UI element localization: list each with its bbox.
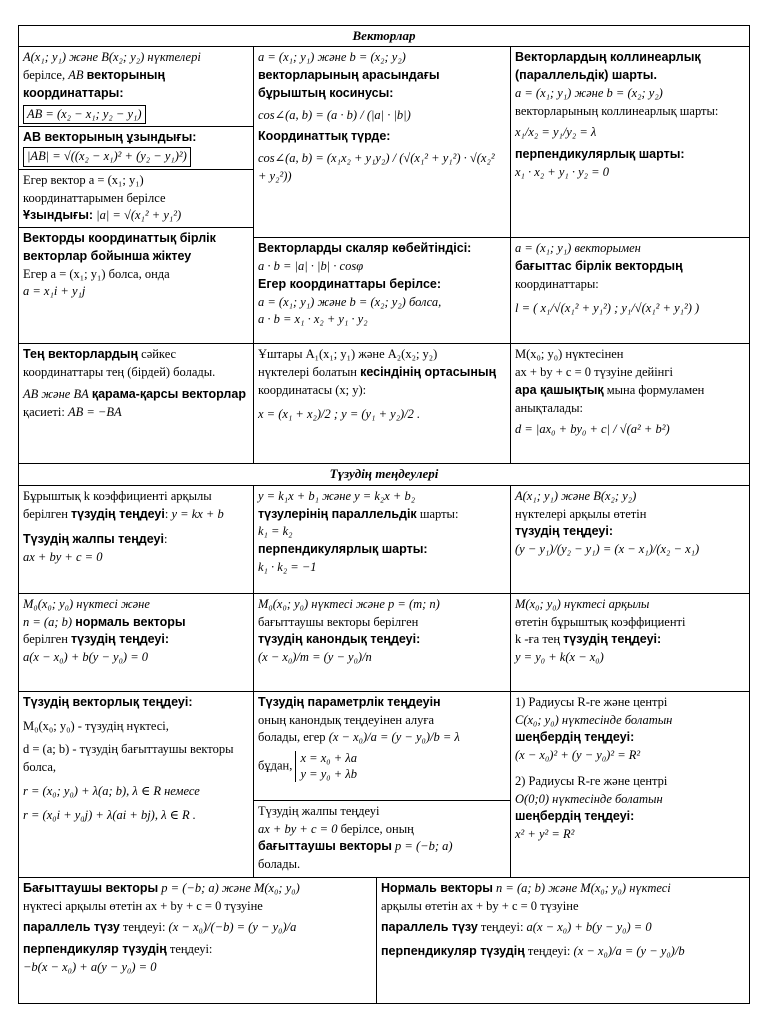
circle-heading1: шеңбердің теңдеуі: — [515, 730, 635, 745]
equal-heading: Тең векторлардың — [23, 347, 139, 362]
perp-formula: x₁ · x₂ + y₁ · y₂ = 0 — [515, 164, 609, 179]
cell-vector-line — [19, 691, 254, 877]
param-gen-text: берілсе, оның — [340, 821, 414, 836]
midpoint-text1: Ұштары A₁(x₁; y₁) және A₂(x₂; y₂) — [258, 347, 438, 362]
normal-given: M₀(x₀; y₀) нүктесі және — [23, 596, 150, 611]
param-dir-formula: p = (−b; a) — [395, 839, 453, 854]
norm-vec-par-text: теңдеуі: — [480, 920, 524, 935]
slope-heading: түзудің теңдеуі — [71, 506, 165, 521]
dir-vec-par-heading: параллель түзу — [23, 920, 120, 935]
opp-formula: AB және BA — [23, 386, 89, 401]
equal-text: сәйкес координаттары тең (бірдей) болады. — [23, 347, 216, 380]
point-slope-given: M(x₀; y₀) нүктесі арқылы — [515, 596, 650, 611]
point-slope-heading: түзудің теңдеуі: — [563, 632, 662, 647]
param-dir-text: болады. — [258, 857, 301, 872]
angle-coord-heading: Координаттық түрде: — [258, 129, 391, 144]
cell-canonical-line — [254, 593, 511, 691]
normal-formula: a(x − x₀) + b(y − y₀) = 0 — [23, 650, 149, 665]
midpoint-text2: нүктелері болатын — [258, 365, 357, 380]
norm-vec-perp-heading: перпендикуляр түзудің — [381, 944, 525, 959]
unit-given: a = (x₁; y₁) векторымен — [515, 241, 641, 256]
lines-perp-heading: перпендикулярлық шарты: — [258, 542, 428, 557]
param-text3: бұдан, — [258, 758, 293, 773]
slope-text1: Бұрыштық k коэффициенті арқылы берілген — [23, 488, 212, 521]
circle-text1: 1) Радиусы R-ге және центрі — [515, 694, 668, 709]
canonical-text: бағыттаушы векторы берілген — [258, 614, 419, 629]
midpoint-text3: координатасы (x; y): — [258, 382, 367, 397]
norm-vec-perp-formula: (x − x₀)/a = (y − y₀)/b — [573, 944, 685, 959]
cell-parallel-lines — [254, 485, 511, 593]
norm-vec-text: арқылы өтетін ax + by + c = 0 түзуіне — [381, 898, 579, 913]
norm-vec-heading: Нормаль векторы — [381, 880, 493, 895]
parallel-text: шарты: — [419, 506, 459, 521]
section-title-vectors: Векторлар — [19, 26, 750, 47]
cell-normal-vector-lines — [377, 877, 750, 1003]
param-dir-heading: бағыттаушы векторы — [258, 839, 392, 854]
circle-text2: 2) Радиусы R-ге және центрі — [515, 773, 668, 788]
dir-vec-perp-text: теңдеуі: — [169, 942, 213, 957]
two-point-formula: (y − y₁)/(y₂ − y₁) = (x − x₁)/(x₂ − x₁) — [515, 542, 700, 557]
collinear-heading: Векторлардың коллинеарлық (параллельдік) шарты. — [515, 50, 701, 83]
distance-text3: мына формуламен анықталады: — [515, 382, 705, 415]
dir-vec-heading: Бағыттаушы векторы — [23, 880, 159, 895]
perp-heading: перпендикулярлық шарты: — [515, 147, 685, 162]
parallel-given: y = k₁x + b₁ және y = k₂x + b₂ — [258, 488, 416, 503]
unit-text: координаттары: — [515, 276, 599, 291]
parallel-formula: k₁ = k₂ — [258, 524, 293, 539]
angle-coord-formula: cos∠(a, b) = (x₁x₂ + y₁y₂) / (√(x₁² + y₁²) · √(x₂² + y₂²)) — [258, 151, 495, 183]
vector-coords-formula: AB = (x₂ − x₁; y₂ − y₁) — [23, 105, 146, 125]
param-heading: Түзудің параметрлік теңдеуін — [258, 694, 441, 709]
angle-given: a = (x₁; y₁) және b = (x₂; y₂) — [258, 50, 406, 65]
dir-vec-given: p = (−b; a) және M(x₀; y₀) — [161, 880, 300, 895]
norm-vec-perp-text: теңдеуі: — [527, 944, 571, 959]
norm-vec-par-heading: параллель түзу — [381, 920, 478, 935]
dot-coord-given: a = (x₁; y₁) және b = (x₂; y₂) болса, — [258, 294, 442, 309]
cell-collinear — [511, 47, 750, 344]
section-title-lines: Түзудің теңдеулері — [19, 464, 750, 485]
bottom-table — [18, 877, 750, 1004]
circle-text2b: O(0;0) нүктесінде болатын — [515, 791, 663, 806]
general-heading: Түзудің жалпы теңдеуі — [23, 532, 164, 547]
dir-vec-perp-formula: −b(x − x₀) + a(y − y₀) = 0 — [23, 959, 157, 974]
vector-line-formula2: r = (x₀i + y₀j) + λ(ai + bj), λ ∈ R . — [23, 807, 196, 822]
circle-formula1: (x − x₀)² + (y − y₀)² = R² — [515, 748, 641, 763]
angle-heading: векторларының арасындағы бұрыштың косинусы: — [258, 68, 440, 100]
opp-text: қасиеті: — [23, 404, 65, 419]
normal-vector: n = (a; b) — [23, 614, 73, 629]
collinear-given: a = (x₁; y₁) және b = (x₂; y₂) — [515, 85, 663, 100]
cell-vector-angle — [254, 47, 511, 344]
vector-name: AB — [68, 68, 84, 83]
opp-formula2: AB = −BA — [67, 404, 122, 419]
cell-direction-vector-lines — [19, 877, 377, 1003]
norm-vec-par-formula: a(x − x₀) + b(y − y₀) = 0 — [526, 920, 652, 935]
midpoint-heading: кесіндінің ортасының — [360, 365, 497, 380]
two-point-given: A(x₁; y₁) және B(x₂; y₂) — [515, 488, 637, 503]
cell-point-slope-line — [511, 593, 750, 691]
collinear-formula: x₁/x₂ = y₁/y₂ = λ — [515, 125, 597, 140]
param-formula-x: x = x₀ + λa — [300, 751, 357, 766]
dot-coord-heading: Егер координаттары берілсе: — [258, 276, 442, 291]
vector-decomp-heading: Векторды координаттық бірлік векторлар бойынша жіктеу — [23, 231, 216, 263]
circle-text1b: C(x₀; y₀) нүктесінде болатын — [515, 712, 673, 727]
distance-text2: ax + by + c = 0 түзуіне дейінгі — [515, 365, 673, 380]
circle-heading2: шеңбердің теңдеуі: — [515, 809, 635, 824]
parallel-heading: түзулерінің параллельдік — [258, 506, 417, 521]
angle-formula: cos∠(a, b) = (a · b) / (|a| · |b|) — [258, 107, 411, 122]
cell-slope-line: Бұрыштық k коэффициенті арқылы берілген түзудің теңдеуі: y = kx + b Түзудің жалпы теңдеуі: ax + by + c = 0 — [19, 485, 254, 593]
two-point-text: нүктелері арқылы өтетін — [515, 506, 647, 521]
general-formula: ax + by + c = 0 — [23, 550, 103, 565]
vector-length-label: Ұзындығы: — [23, 208, 94, 223]
vector-line-dir: d = (a; b) - түзудің бағыттаушы векторы болса, — [23, 742, 234, 775]
unit-heading: бағыттас бірлік вектордың — [515, 259, 683, 274]
vector-decomp-text: Егер a = (x₁; y₁) болса, онда — [23, 266, 170, 281]
cell-distance — [511, 344, 750, 464]
lines-perp-formula: k₁ · k₂ = −1 — [258, 559, 317, 574]
vector-intro-text: берілсе, — [23, 68, 66, 83]
formula-table — [18, 25, 750, 878]
dir-vec-text: нүктесі арқылы өтетін ax + by + c = 0 түзуіне — [23, 898, 263, 913]
slope-formula: y = kx + b — [171, 506, 224, 521]
cell-circle — [511, 691, 750, 877]
dot-coord-formula: a · b = x₁ · x₂ + y₁ · y₂ — [258, 312, 368, 327]
normal-text: берілген — [23, 632, 68, 647]
cell-midpoint — [254, 344, 511, 464]
collinear-text: векторларының коллинеарлық шарты: — [515, 103, 719, 118]
distance-formula: d = |ax₀ + by₀ + c| / √(a² + b²) — [515, 422, 670, 437]
vector-length-formula2: |a| = √(x₁² + y₁²) — [96, 208, 182, 223]
dot-formula: a · b = |a| · |b| · cosφ — [258, 259, 364, 274]
canonical-heading: түзудің канондық теңдеуі: — [258, 632, 421, 647]
vector-line-point: M₀(x₀; y₀) - түзудің нүктесі, — [23, 718, 169, 733]
cell-two-point-line — [511, 485, 750, 593]
vector-length-heading: AB векторының ұзындығы: — [23, 130, 197, 145]
vector-coords-heading: векторының координаттары: — [23, 68, 166, 100]
vector-given-text: Егер вектор a = (x₁; y₁) — [23, 172, 144, 187]
midpoint-formula: x = (x₁ + x₂)/2 ; y = (y₁ + y₂)/2 . — [258, 406, 421, 421]
param-text2: болады, егер — [258, 730, 326, 745]
normal-heading: нормаль векторы — [75, 614, 186, 629]
point-slope-text2: k -ға тең — [515, 632, 561, 647]
normal-heading2: түзудің теңдеуі: — [71, 632, 170, 647]
vector-line-heading: Түзудің векторлық теңдеуі: — [23, 694, 193, 709]
cell-equal-vectors — [19, 344, 254, 464]
vector-decomp-formula: a = x₁i + y₁j — [23, 284, 86, 299]
opp-heading: қарама-қарсы векторлар — [91, 386, 246, 401]
cell-vector-coordinates — [19, 47, 254, 344]
param-gen-heading: Түзудің жалпы теңдеуі — [258, 803, 380, 818]
unit-formula: l = ( x₁/√(x₁² + y₁²) ; y₁/√(x₁² + y₁²) ) — [515, 300, 700, 315]
formula-sheet — [18, 25, 749, 1004]
vector-line-formula1: r = (x₀; y₀) + λ(a; b), λ ∈ R немесе — [23, 783, 200, 798]
dot-heading: Векторларды скаляр көбейтіндісі: — [258, 241, 472, 256]
vector-length-formula: |AB| = √((x₂ − x₁)² + (y₂ − y₁)²) — [23, 147, 191, 167]
cell-parametric-line — [254, 691, 511, 877]
canonical-formula: (x − x₀)/m = (y − y₀)/n — [258, 650, 372, 665]
two-point-heading: түзудің теңдеуі: — [515, 524, 613, 539]
dir-vec-par-formula: (x − x₀)/(−b) = (y − y₀)/a — [168, 920, 297, 935]
dir-vec-perp-heading: перпендикуляр түзудің — [23, 942, 167, 957]
dir-vec-par-text: теңдеуі: — [122, 920, 166, 935]
param-text1: оның канондық теңдеуінен алуға — [258, 712, 435, 727]
norm-vec-given: n = (a; b) және M(x₀; y₀) нүктесі — [496, 880, 671, 895]
distance-text1: M(x₀; y₀) нүктесінен — [515, 347, 624, 362]
vector-given-text2: координаттарымен берілсе — [23, 190, 166, 205]
circle-formula2: x² + y² = R² — [515, 827, 575, 842]
cell-normal-line — [19, 593, 254, 691]
param-formula1: (x − x₀)/a = (y − y₀)/b = λ — [328, 730, 460, 745]
canonical-given: M₀(x₀; y₀) нүктесі және p = (m; n) — [258, 596, 440, 611]
point-slope-text: өтетін бұрыштық коэффициенті — [515, 614, 686, 629]
point-slope-formula: y = y₀ + k(x − x₀) — [515, 650, 604, 665]
distance-heading: ара қашықтық — [515, 382, 604, 397]
param-formula-y: y = y₀ + λb — [300, 766, 357, 781]
vector-points-formula: A(x₁; y₁) және B(x₂; y₂) нүктелері — [23, 50, 201, 65]
param-gen-formula: ax + by + c = 0 — [258, 821, 338, 836]
